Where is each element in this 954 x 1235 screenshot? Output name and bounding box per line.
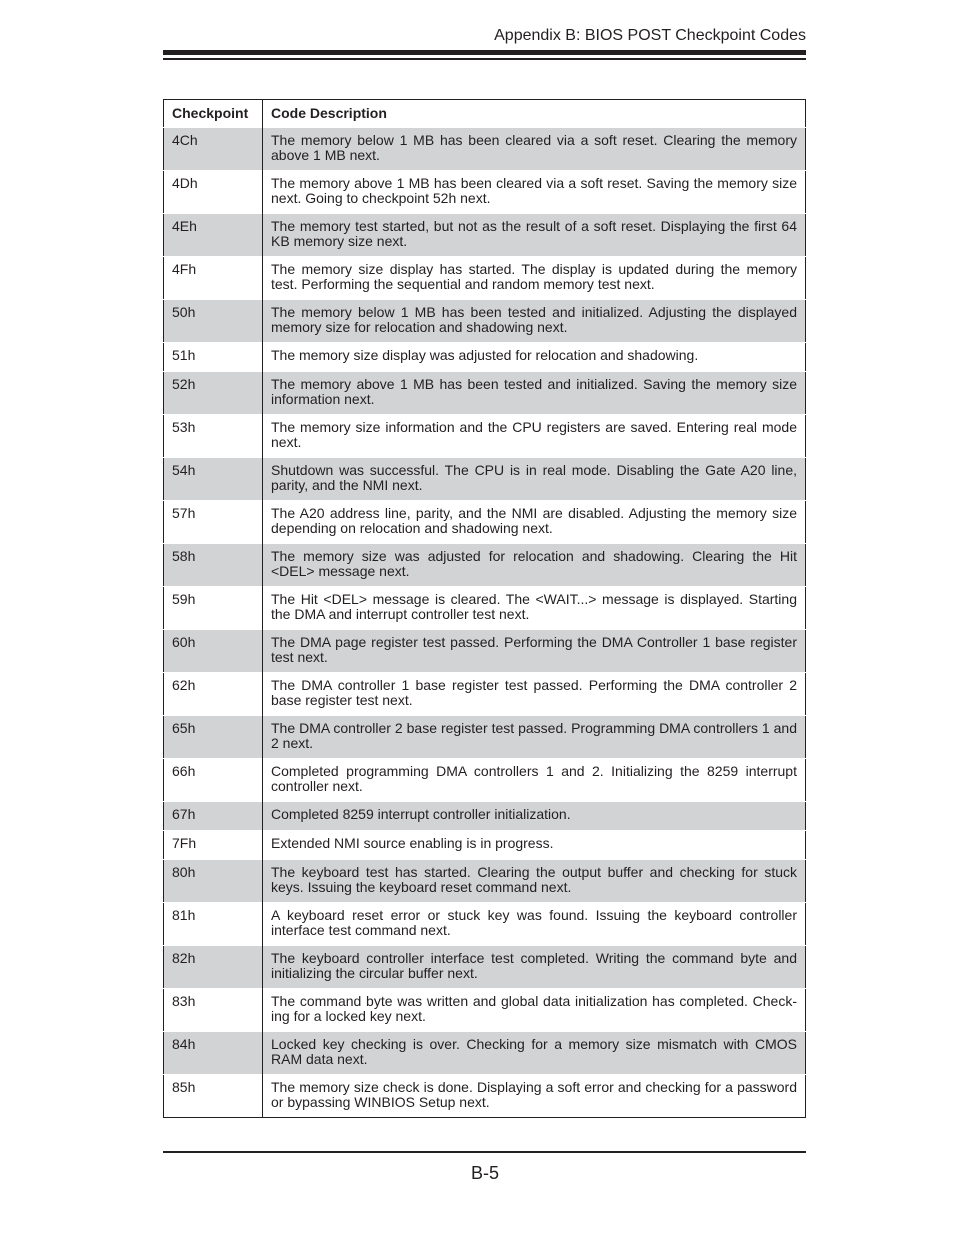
- table-row: [164, 1075, 806, 1118]
- table-row: [164, 903, 806, 946]
- code-description: Extended NMI source enabling is in progress.: [271, 835, 554, 851]
- checkpoint-code: 84h: [164, 1032, 263, 1075]
- table-row: [164, 759, 806, 802]
- checkpoint-code: 81h: [164, 903, 263, 946]
- code-description: The DMA page register test passed. Performing the DMA Controller 1 base register test next.: [263, 630, 806, 673]
- table-row: [164, 128, 806, 171]
- table-row: [164, 989, 806, 1032]
- checkpoint-code: 50h: [164, 300, 263, 343]
- code-description: The Hit <DEL> message is cleared. The <WAIT...> message is displayed. Starting the DMA and interrupt controller test next.: [271, 591, 797, 622]
- checkpoint-code: 67h: [164, 802, 263, 831]
- code-description: The keyboard test has started. Clearing the output buffer and checking for stuck keys. Issuing the keyboard reset command next.: [263, 860, 806, 903]
- checkpoint-code: 85h: [164, 1075, 263, 1118]
- footer-rule: [163, 1151, 806, 1153]
- column-header-checkpoint: Checkpoint: [164, 100, 263, 128]
- checkpoint-code: 4Dh: [164, 171, 263, 214]
- checkpoint-code: 4Ch: [164, 128, 263, 171]
- checkpoint-code: 59h: [164, 587, 263, 630]
- code-description: The memory size information and the CPU registers are saved. Entering real mode next.: [271, 419, 797, 450]
- checkpoint-code: 7Fh: [164, 831, 263, 860]
- checkpoint-code: 57h: [164, 501, 263, 544]
- code-description: The memory size display has started. The display is updated during the memory test. Performing the sequential and random memory test next.: [271, 261, 797, 292]
- table-row: [164, 630, 806, 673]
- table-row: [164, 544, 806, 587]
- code-description: The memory test started, but not as the result of a soft reset. Displaying the first 64 KB memory size next.: [263, 214, 806, 257]
- table-row: [164, 587, 806, 630]
- column-header-description: Code Description: [271, 105, 387, 121]
- code-description: A keyboard reset error or stuck key was found. Issuing the keyboard controller interface test command next.: [271, 907, 797, 938]
- table-row: [164, 1032, 806, 1075]
- checkpoint-code: 58h: [164, 544, 263, 587]
- checkpoint-table: [163, 99, 806, 1118]
- table-row: [164, 831, 806, 860]
- table-header-row: [164, 100, 806, 128]
- code-description: The memory above 1 MB has been cleared via a soft reset. Saving the memory size next. Going to checkpoint 52h next.: [271, 175, 797, 206]
- checkpoint-code: 4Eh: [164, 214, 263, 257]
- code-description: The memory below 1 MB has been tested and initialized. Adjusting the displayed memory size for relocation and shadowing next.: [263, 300, 806, 343]
- code-description: The DMA controller 1 base register test passed. Performing the DMA controller 2 base register test next.: [271, 677, 797, 708]
- code-description: The keyboard controller interface test completed. Writing the command byte and initializing the circular buffer next.: [263, 946, 806, 989]
- header-rule-thick: [163, 50, 806, 55]
- code-description: Shutdown was successful. The CPU is in real mode. Disabling the Gate A20 line, parity, and the NMI next.: [263, 458, 806, 501]
- checkpoint-code: 51h: [164, 343, 263, 372]
- table-row: [164, 372, 806, 415]
- code-description: Locked key checking is over. Checking for a memory size mismatch with CMOS RAM data next.: [263, 1032, 806, 1075]
- code-description: The memory size display was adjusted for relocation and shadowing.: [271, 347, 699, 363]
- code-description: The memory size check is done. Displaying a soft error and checking for a password or bypassing WINBIOS Setup next.: [271, 1079, 797, 1110]
- table-row: [164, 171, 806, 214]
- table-row: [164, 415, 806, 458]
- checkpoint-code: 83h: [164, 989, 263, 1032]
- checkpoint-code: 4Fh: [164, 257, 263, 300]
- code-description: The memory size was adjusted for relocation and shadowing. Clearing the Hit <DEL> message next.: [263, 544, 806, 587]
- table-row: [164, 300, 806, 343]
- code-description: The A20 address line, parity, and the NMI are disabled. Adjusting the memory size depending on relocation and shadowing next.: [271, 505, 797, 536]
- table-row: [164, 860, 806, 903]
- checkpoint-code: 53h: [164, 415, 263, 458]
- checkpoint-code: 54h: [164, 458, 263, 501]
- table-row: [164, 501, 806, 544]
- table-row: [164, 257, 806, 300]
- code-description: Completed 8259 interrupt controller initialization.: [263, 802, 806, 831]
- table-row: [164, 214, 806, 257]
- table-row: [164, 343, 806, 372]
- table-body: [164, 128, 806, 1118]
- table-row: [164, 802, 806, 831]
- checkpoint-code: 80h: [164, 860, 263, 903]
- table-row: [164, 946, 806, 989]
- checkpoint-code: 66h: [164, 759, 263, 802]
- code-description: The memory above 1 MB has been tested and initialized. Saving the memory size information next.: [263, 372, 806, 415]
- table-row: [164, 458, 806, 501]
- checkpoint-code: 62h: [164, 673, 263, 716]
- code-description: The DMA controller 2 base register test passed. Programming DMA controllers 1 and 2 next.: [263, 716, 806, 759]
- checkpoint-code: 52h: [164, 372, 263, 415]
- checkpoint-code: 82h: [164, 946, 263, 989]
- code-description: The command byte was written and global data initialization has completed. Check-ing for a locked key next.: [271, 993, 797, 1024]
- code-description: The memory below 1 MB has been cleared via a soft reset. Clearing the memory above 1 MB next.: [263, 128, 806, 171]
- code-description: Completed programming DMA controllers 1 and 2. Initializing the 8259 interrupt controller next.: [271, 763, 797, 794]
- table-row: [164, 716, 806, 759]
- header-rule-thin: [163, 58, 806, 60]
- checkpoint-code: 65h: [164, 716, 263, 759]
- table-row: [164, 673, 806, 716]
- checkpoint-code: 60h: [164, 630, 263, 673]
- page-number: B-5: [470, 1163, 499, 1183]
- page-header-title: Appendix B: BIOS POST Checkpoint Codes: [494, 27, 806, 44]
